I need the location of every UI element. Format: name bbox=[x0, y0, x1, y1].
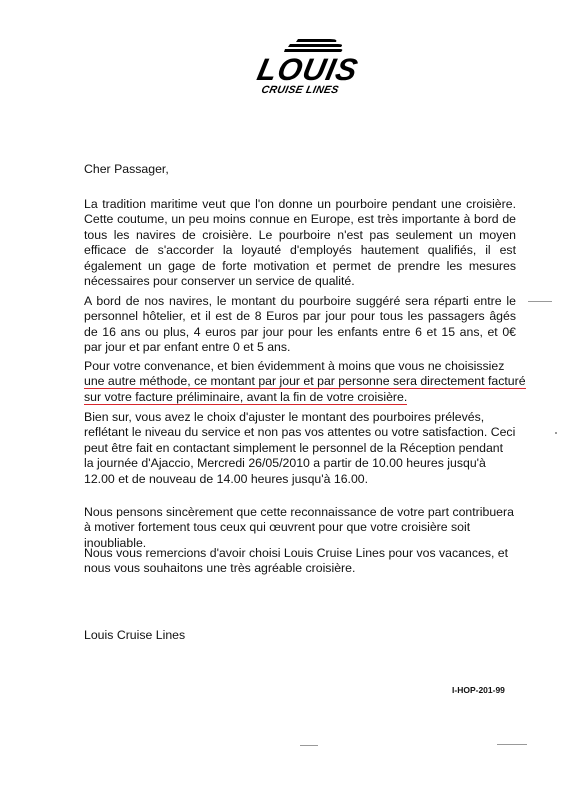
scan-speck bbox=[528, 301, 552, 302]
convenience-line-2: une autre méthode, ce montant par jour et par personne sera directement facturé bbox=[84, 374, 526, 389]
paragraph-recognition: Nous pensons sincèrement que cette reconnaissance de votre part contribuera à motiver fortement tous ceux qui œuvrent pour que votre croisière soit inoubliable. bbox=[84, 505, 514, 550]
logo-subtitle-text: CRUISE LINES bbox=[260, 84, 340, 96]
paragraph-tradition: La tradition maritime veut que l'on donne un pourboire pendant une croisière. Cette coutume, un peu moins connue en Europe, est très importante à bord de tous les navires de croisière. Le pourboire n'est pas seulement un moyen efficace de s'accorder la loyauté d'employés hautement qualifiés, il est également un gage de forte motivation et permet de prendre les mesures nécessaires pour conserver un service de qualité. bbox=[84, 197, 516, 289]
paragraph-amounts: A bord de nos navires, le montant du pourboire suggéré sera réparti entre le personnel hôtelier, et il est de 8 Euros par jour pour tous les passagers âgés de 16 ans ou plus, 4 euros par jour pour les enfants entre 6 et 15 ans, et 0€ par jour et par enfant entre 0 et 5 ans. bbox=[84, 294, 516, 355]
convenience-line-1: Pour votre convenance, et bien évidemment à moins que vous ne choisissiez bbox=[84, 359, 505, 373]
paragraph-thanks: Nous vous remercions d'avoir choisi Louis Cruise Lines pour vos vacances, et nous vous souhaitons une très agréable croisière. bbox=[84, 546, 509, 576]
scan-speck bbox=[555, 432, 557, 434]
document-reference: I-HOP-201-99 bbox=[452, 685, 505, 695]
scan-speck bbox=[300, 745, 318, 746]
paragraph-convenience bbox=[84, 359, 526, 405]
convenience-line-3: sur votre facture préliminaire, avant la fin de votre croisière. bbox=[84, 389, 408, 404]
logo-brand-text: LOUIS bbox=[254, 52, 362, 87]
signature: Louis Cruise Lines bbox=[84, 628, 186, 642]
paragraph-adjust: Bien sur, vous avez le choix d'ajuster le montant des pourboires prélevés, reflétant le niveau du service et non pas vos attentes ou votre satisfaction. Ceci peut être fait en contactant simplement le personnel de la Réception pendant la journée d'Ajaccio, Mercredi 26/05/2010 a partir de 10.00 heures jusqu'à 12.00 et de nouveau de 14.00 heures jusqu'à 16.00. bbox=[84, 410, 516, 486]
scan-speck bbox=[497, 744, 527, 745]
louis-cruise-lines-logo bbox=[252, 36, 362, 102]
greeting: Cher Passager, bbox=[84, 162, 169, 176]
